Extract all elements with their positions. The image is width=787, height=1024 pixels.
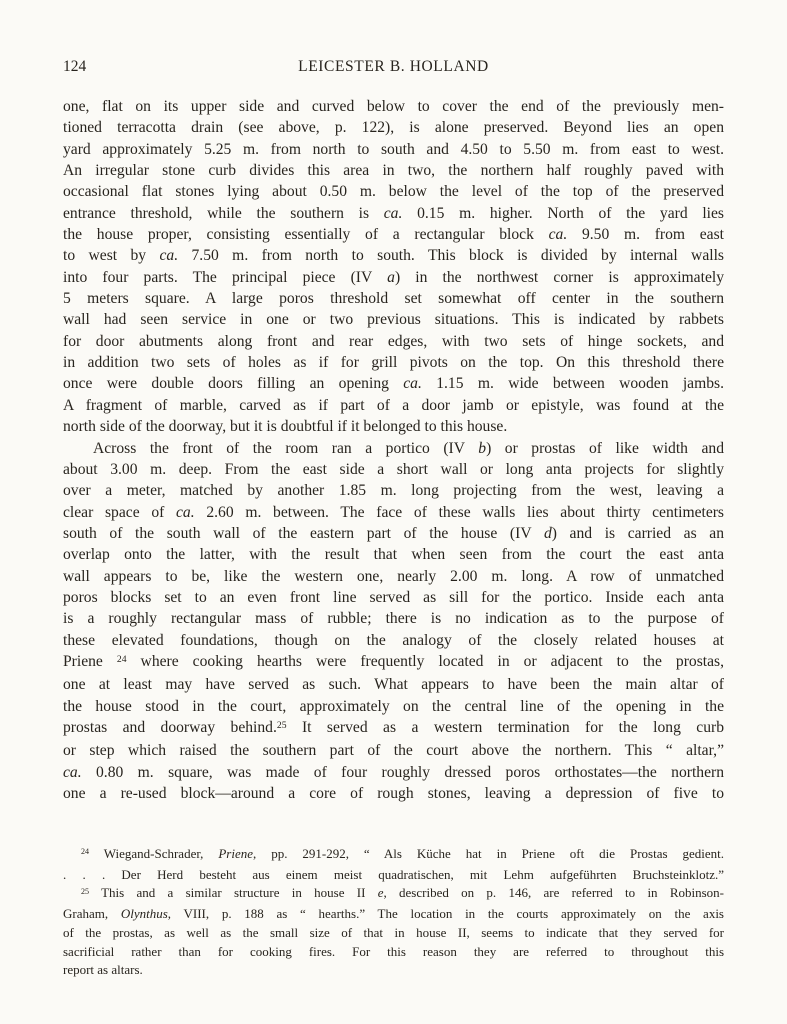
text-line: [63, 502, 724, 523]
text-run: , VIII, p. 188 as “ hearths.” The location in the courts approximately on the axis: [167, 906, 724, 922]
text-line: [63, 587, 724, 608]
text-line: [63, 117, 724, 138]
text-run: . . . Der Herd besteht aus einem meist quadratischen, mit Lehm aufgeführten Bruchsteinklotz.”: [63, 866, 724, 882]
text-line: [63, 608, 724, 629]
text-run: over a meter, matched by another 1.85 m. long projecting from the west, leaving a: [63, 482, 724, 500]
text-run: clear space of: [63, 503, 177, 521]
text-run: once were double doors filling an opening: [63, 375, 404, 393]
text-run: north side of the doorway, but it is doubtful if it belonged to this house.: [63, 418, 508, 436]
text-run: poros blocks set to an even front line served as sill for the portico. Inside each anta: [63, 588, 724, 606]
text-line: [63, 160, 724, 181]
text-run: Wiegand-Schrader,: [89, 846, 219, 861]
footnote-ref: 25: [81, 886, 90, 896]
text-run: report as altars.: [63, 962, 143, 978]
text-run: ) and is carried as an: [551, 524, 724, 542]
text-line: [63, 245, 724, 266]
text-line: [63, 96, 724, 117]
text-run: prostas and doorway behind.: [63, 718, 277, 736]
text-line: [63, 924, 724, 943]
italic-text: a: [387, 268, 395, 286]
text-run: to west by: [63, 247, 160, 265]
italic-text: ca.: [403, 375, 422, 393]
text-run: where cooking hearths were frequently located in or adjacent to the prostas,: [126, 652, 724, 670]
text-line: [63, 740, 724, 761]
text-line: [63, 181, 724, 202]
text-run: occasional flat stones lying about 0.50 m. below the level of the top of the preserved: [63, 183, 724, 201]
text-line: [63, 416, 724, 437]
page-header: [63, 58, 724, 80]
text-run: overlap onto the latter, with the result that when seen from the court the east anta: [63, 546, 724, 564]
text-run: these elevated foundations, though on the analogy of the closely related houses at: [63, 631, 724, 649]
text-run: Across the front of the room ran a portico (IV: [93, 439, 479, 457]
text-run: or step which raised the southern part of the court above the northern. This “ altar,”: [63, 742, 724, 760]
text-run: is a roughly rectangular mass of rubble; there is no indication as to the purpose of: [63, 610, 724, 628]
text-run: 2.60 m. between. The face of these walls lies about thirty centimeters: [194, 503, 725, 521]
text-line: [63, 566, 724, 587]
text-line: [63, 288, 724, 309]
text-line: [63, 884, 724, 905]
text-run: in addition two sets of holes as if for grill pivots on the top. On this threshold there: [63, 354, 724, 372]
text-run: 0.15 m. higher. North of the yard lies: [402, 204, 724, 222]
text-run: An irregular stone curb divides this area in two, the northern half roughly paved with: [63, 162, 724, 180]
text-run: of the prostas, as well as the small size of that in house II, seems to indicate that they served for: [63, 924, 724, 940]
footnote-ref: 24: [116, 653, 127, 665]
italic-text: Priene: [218, 846, 254, 861]
text-line: [63, 459, 724, 480]
text-line: [63, 267, 724, 288]
page-number: 124: [63, 58, 87, 75]
footnotes: [63, 845, 724, 980]
text-run: ) or prostas of like width and: [486, 439, 724, 457]
text-run: the house proper, consisting essentially of a rectangular block: [63, 226, 549, 244]
text-line: [63, 845, 724, 866]
text-line: [63, 762, 724, 783]
footnote-ref: 25: [276, 719, 287, 731]
italic-text: ca.: [548, 226, 568, 244]
text-line: [63, 961, 724, 980]
text-line: [63, 905, 724, 924]
text-run: one at least may have served as such. What appears to have been the main altar of: [63, 676, 724, 694]
text-run: entrance threshold, while the southern is: [63, 204, 384, 222]
text-line: [63, 866, 724, 885]
italic-text: ca.: [383, 204, 403, 222]
body-text: [63, 96, 724, 804]
text-line: [63, 674, 724, 695]
text-line: [63, 943, 724, 962]
text-run: ) in the northwest corner is approximately: [394, 268, 724, 286]
text-line: [63, 373, 724, 394]
text-run: Graham,: [63, 906, 121, 922]
text-run: , pp. 291-292, “ Als Küche hat in Priene oft die Prostas gedient.: [253, 846, 724, 861]
italic-text: ca.: [176, 503, 195, 521]
text-line: [63, 438, 724, 459]
text-line: [63, 696, 724, 717]
text-run: It served as a western termination for the long curb: [286, 718, 724, 736]
text-line: [63, 783, 724, 804]
text-run: 9.50 m. from east: [567, 226, 724, 244]
text-run: 0.80 m. square, was made of four roughly dressed poros orthostates—the northern: [81, 763, 724, 781]
italic-text: e: [377, 885, 384, 901]
text-run: into four parts. The principal piece (IV: [63, 268, 388, 286]
text-run: yard approximately 5.25 m. from north to south and 4.50 to 5.50 m. from east to west.: [63, 140, 724, 158]
text-line: [63, 139, 724, 160]
text-run: sacrificial rather than for cooking fires. For this reason they are referred to throughout this: [63, 943, 724, 959]
text-run: tioned terracotta drain (see above, p. 122), is alone preserved. Beyond lies an open: [63, 119, 724, 137]
text-run: 1.15 m. wide between wooden jambs.: [421, 375, 724, 393]
text-run: for door abutments along front and rear edges, with two sets of hinge sockets, and: [63, 332, 724, 350]
italic-text: d: [543, 524, 552, 542]
text-run: wall had seen service in one or two previous situations. This is indicated by rabbets: [63, 311, 724, 329]
text-line: [63, 224, 724, 245]
text-run: 7.50 m. from north to south. This block is divided by internal walls: [178, 247, 724, 265]
text-run: 5 meters square. A large poros threshold set somewhat off center in the southern: [63, 290, 724, 308]
text-line: [63, 523, 724, 544]
italic-text: ca.: [159, 247, 179, 265]
text-run: about 3.00 m. deep. From the east side a short wall or long anta projects for slightly: [63, 460, 724, 478]
footnote-ref: 24: [81, 847, 90, 857]
italic-text: b: [478, 439, 487, 457]
text-run: Priene: [63, 652, 117, 670]
text-line: [63, 651, 724, 674]
italic-text: Olynthus: [120, 906, 168, 922]
text-run: This and a similar structure in house II: [89, 885, 378, 901]
text-run: the house stood in the court, approximately on the central line of the opening in the: [63, 697, 724, 715]
text-line: [63, 395, 724, 416]
text-run: one a re-used block—around a core of rough stones, leaving a depression of five to: [63, 785, 724, 802]
text-line: [63, 480, 724, 501]
running-head: LEICESTER B. HOLLAND: [298, 58, 489, 75]
text-line: [63, 717, 724, 740]
text-run: south of the south wall of the eastern part of the house (IV: [63, 524, 544, 542]
text-line: [63, 544, 724, 565]
text-line: [63, 203, 724, 224]
text-line: [63, 309, 724, 330]
italic-text: ca.: [63, 763, 82, 781]
text-line: [63, 352, 724, 373]
text-line: [63, 630, 724, 651]
text-run: wall appears to be, like the western one, nearly 2.00 m. long. A row of unmatched: [63, 567, 724, 585]
text-run: one, flat on its upper side and curved below to cover the end of the previously men-: [63, 98, 724, 115]
text-run: , described on p. 146, are referred to in Robinson-: [383, 885, 725, 901]
text-run: A fragment of marble, carved as if part of a door jamb or epistyle, was found at the: [63, 396, 724, 414]
text-line: [63, 331, 724, 352]
